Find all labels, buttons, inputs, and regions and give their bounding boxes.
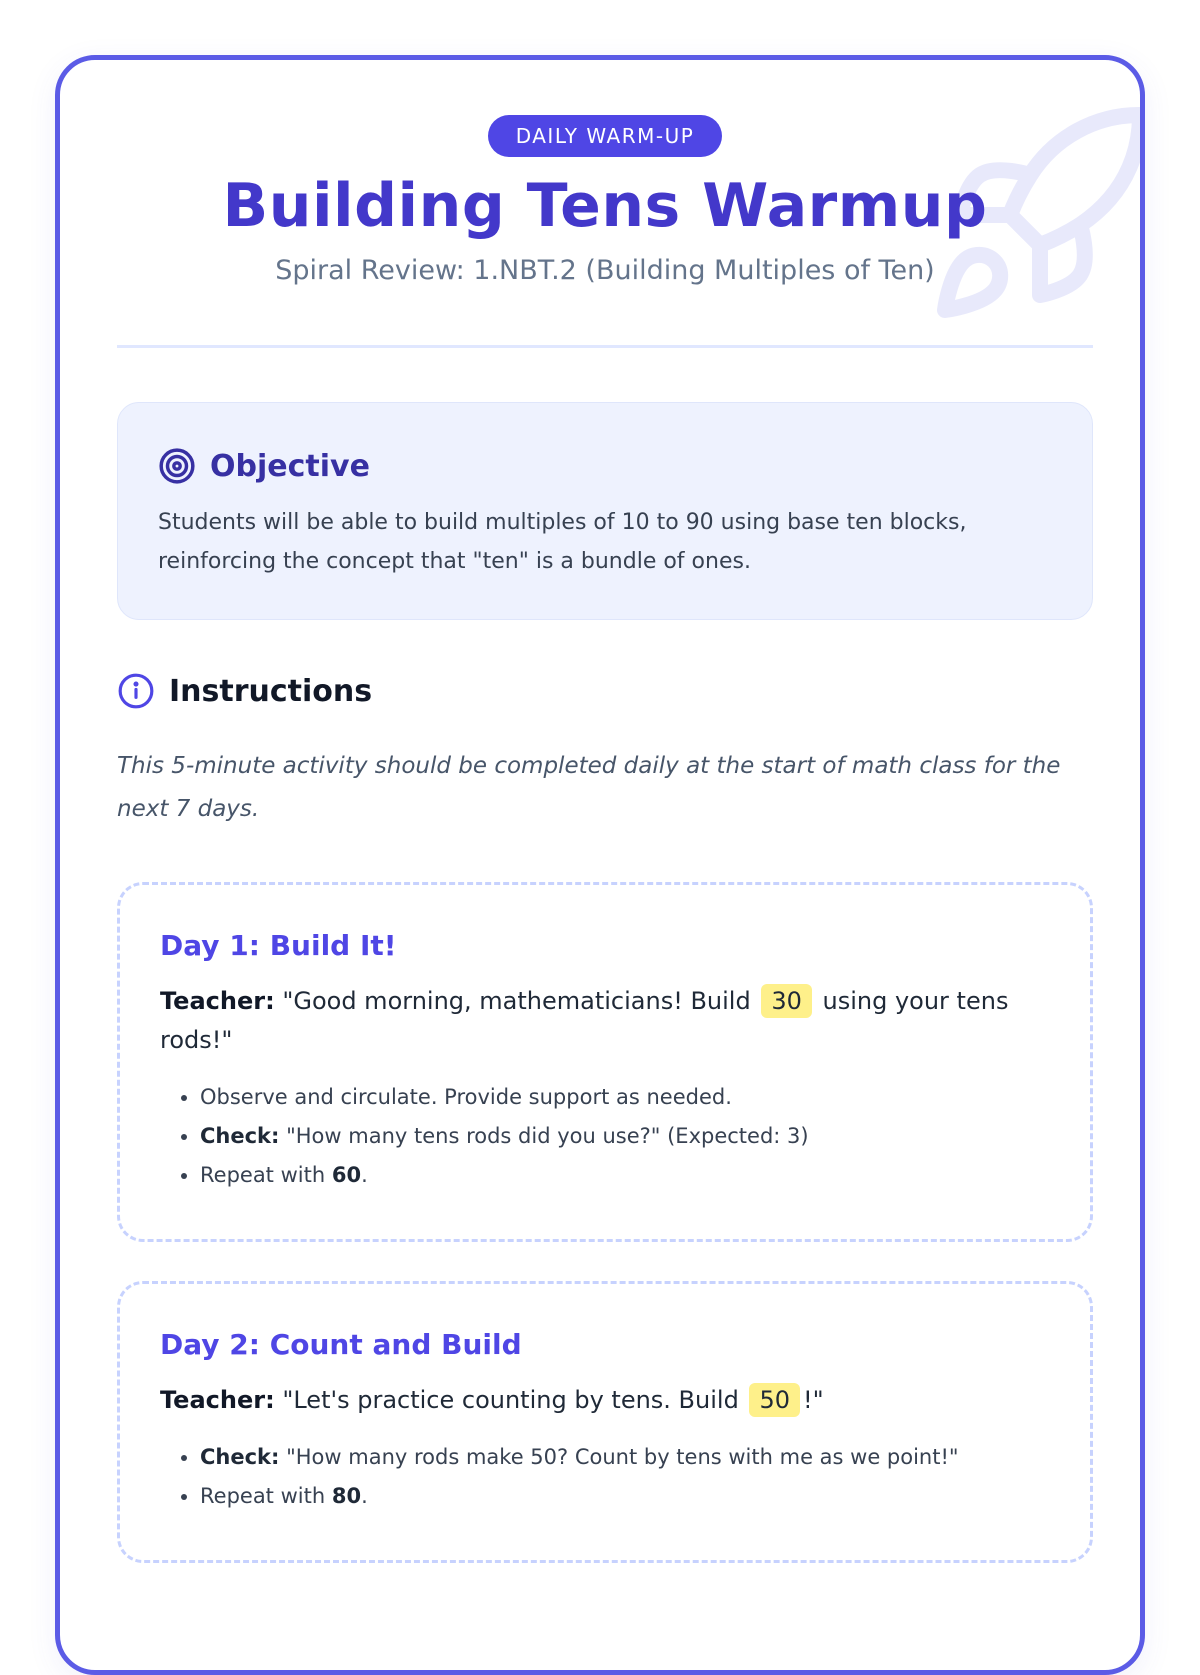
number-highlight: 30 xyxy=(761,984,812,1018)
bullet-text: . xyxy=(361,1484,368,1508)
objective-header xyxy=(158,447,1052,485)
page-title: Building Tens Warmup xyxy=(222,171,988,241)
header xyxy=(60,115,1145,286)
day-card xyxy=(117,1281,1093,1563)
day-card xyxy=(117,882,1093,1242)
day-title: Day 1: Build It! xyxy=(160,929,397,962)
teacher-text: using your tens rods!" xyxy=(160,987,1009,1054)
warmup-card xyxy=(55,55,1145,1675)
bullet-bold: Check: xyxy=(200,1445,280,1469)
teacher-label: Teacher: xyxy=(160,987,275,1015)
teacher-label: Teacher: xyxy=(160,1386,275,1414)
teacher-script xyxy=(160,982,1050,1060)
bullet-bold: 80 xyxy=(331,1484,362,1508)
objective-box xyxy=(117,402,1093,620)
target-icon xyxy=(158,447,196,485)
info-icon xyxy=(117,672,155,710)
instructions-title: Instructions xyxy=(169,673,373,709)
teacher-text: !" xyxy=(802,1386,824,1414)
teacher-text: "Good morning, mathematicians! Build xyxy=(274,987,759,1015)
day-bullets xyxy=(160,1078,1050,1195)
bullet-bold: Check: xyxy=(200,1124,280,1148)
list-item xyxy=(200,1078,1050,1117)
instructions-text: This 5-minute activity should be completed daily at the start of math class for the next 7 days. xyxy=(117,753,1061,822)
day-title: Day 2: Count and Build xyxy=(160,1328,522,1361)
objective-text: Students will be able to build multiples of 10 to 90 using base ten blocks, reinforcing the concept that "ten" is a bundle of ones. xyxy=(158,510,967,574)
bullet-text: . xyxy=(361,1163,368,1187)
bullet-text: "How many rods make 50? Count by tens with me as we point!" xyxy=(279,1445,959,1469)
bullet-text: Repeat with xyxy=(200,1484,332,1508)
header-divider xyxy=(117,345,1093,348)
list-item xyxy=(200,1117,1050,1156)
daily-warmup-badge: DAILY WARM-UP xyxy=(488,115,723,157)
list-item xyxy=(200,1477,1050,1516)
list-item xyxy=(200,1438,1050,1477)
objective-title: Objective xyxy=(210,448,370,484)
number-highlight: 50 xyxy=(749,1383,800,1417)
day-bullets xyxy=(160,1438,1050,1516)
bullet-text: Repeat with xyxy=(200,1163,332,1187)
page-subtitle: Spiral Review: 1.NBT.2 (Building Multiples of Ten) xyxy=(275,255,935,286)
list-item xyxy=(200,1156,1050,1195)
instructions-header xyxy=(117,672,372,710)
bullet-text: Observe and circulate. Provide support as needed. xyxy=(200,1085,732,1109)
teacher-script xyxy=(160,1381,1050,1420)
bullet-bold: 60 xyxy=(331,1163,362,1187)
teacher-text: "Let's practice counting by tens. Build xyxy=(274,1386,747,1414)
bullet-text: "How many tens rods did you use?" (Expected: 3) xyxy=(279,1124,809,1148)
